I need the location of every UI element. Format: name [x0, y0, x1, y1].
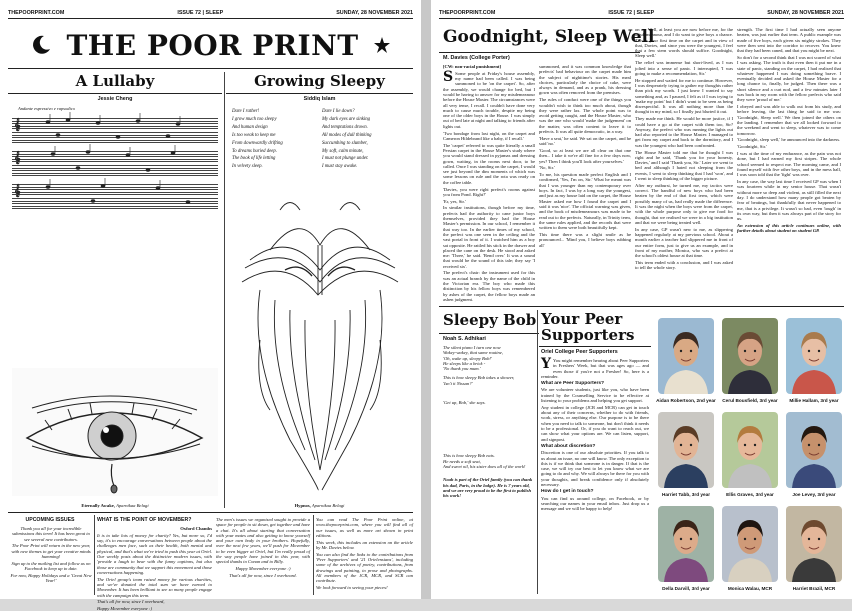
goodnight-byline: M. Davies (College Porter) — [443, 55, 510, 61]
peer-text — [541, 358, 649, 594]
peer-portrait-card — [784, 506, 844, 596]
goodnight-p: The rules of conduct were one of the things you wouldn't wish to think too much about, though they were rather lax. The whole point was to avoid getting caught, and the House Master, who was the one who would 'make the judgement' on the matter, was often content to leave it to prefects. It was all quite democratic, in a way. — [539, 97, 631, 135]
lullaby-title: A Lullaby — [75, 72, 155, 90]
peer-name: Joe Levey, 3rd year — [792, 492, 836, 497]
goodnight-p: The 'carpet' referred to was quite literally a small Persian carpet in the House Master's study where you would stand dressed in pyjamas and dressing gown, waiting, in the rooms next door, to be called. Once I was standing on the carpet, I would see just beyond the dim moments of which was some lessons on rule and the rota was ready on the coffee table. — [443, 142, 535, 185]
svg-text:𝄞: 𝄞 — [14, 151, 21, 164]
upcoming-text — [10, 526, 92, 594]
peer-portrait-card — [656, 412, 716, 502]
eye-caption-title: Eternally Awake, — [81, 503, 115, 508]
peer-name: Harriet Brazil, MCR — [792, 586, 836, 591]
poem-line: My soft, calm minute, — [322, 148, 364, 154]
eye-caption — [8, 503, 222, 508]
potm-p4: Happy Movember everyone :) — [97, 606, 152, 611]
upcoming-p1: Thank you all for your incredible submissions this term! It has been great to see several new contributors. — [12, 526, 90, 542]
poem-line: This is how sleepy Bob eats. — [443, 453, 495, 459]
dropcap: S — [443, 68, 454, 85]
sleepybob-rule — [439, 333, 539, 334]
goodnight-p: This term ended with a conclusion, and I was asked to tell the whole story. — [635, 259, 733, 271]
peer-p: Discretion is one of our absolute priorities. If you talk to us about an issue, no one will know. The only exception to this is if we think that someone is in danger. If that is the case, we will try our best to let you know what we are going to do and why. We will always be there for you with your thoughts, and break confidence only if absolutely necessary. — [541, 450, 649, 488]
peer-name: Della Darvill, 3rd year — [662, 586, 710, 591]
peer-portrait-card — [720, 318, 780, 408]
peer-p: You might remember hearing about Peer Supporters in Freshers' Week, but that was ages ago — and even those if you're not a Fresher! So, here is a reminder. — [541, 358, 649, 379]
peer-portrait-card — [720, 506, 780, 596]
poem-line: Dare I lie down? — [322, 109, 355, 114]
peer-p: We are volunteer students, just like you, who have been trained by the Counselling Service to be effective at listening to your problems and helping you get support. — [541, 387, 649, 404]
poem-line: Dare I rather! — [232, 109, 260, 114]
person-photo-icon — [720, 412, 780, 490]
left-page — [0, 0, 421, 611]
poem-line: In velvety sleep. — [232, 164, 263, 170]
peer-heading-contact: How do I get in touch? — [541, 489, 594, 495]
poem-line: I grow much too sleepy — [232, 116, 277, 122]
sleepybob-byline: Noah S. Adhikari — [443, 336, 486, 342]
upcoming-p3: Sign up to the mailing list and follow us on Facebook to keep up to date. — [11, 560, 91, 572]
goodnight-p: 'Davies, you were right prefect's rooms against you from Pond. Right?' — [443, 186, 535, 197]
sleepybob-note: Noah is part of the Oriel family (you can thank his dad, Paris, in the lodge). He is 7 years old, and we are very proud to be the first to publish his work! — [443, 477, 533, 499]
masthead-title: THE POOR PRINT — [66, 28, 359, 62]
issue-label: ISSUE 72 | SLEEP — [177, 9, 224, 16]
peer-p: You can find us around college, on Facebook, or by searching our names in your email inbox. Just drop us a message and we will be happy to help! — [541, 495, 649, 512]
hypnos-drawing — [230, 190, 410, 502]
poem-line: This is how sleepy Bob takes a shower, — [443, 375, 515, 381]
moon-icon — [30, 34, 52, 56]
person-photo-icon — [656, 412, 716, 490]
lullaby-byline: Jessie Cheng — [97, 96, 133, 102]
issue-label-right: ISSUE 72 | SLEEP — [608, 9, 655, 16]
peer-name: Aidan Robertson, 2nd year — [656, 398, 716, 403]
sleepybob-poem — [443, 345, 535, 593]
goodnight-p: 'Goodnight, sleep well,' he announced into the darkness. — [737, 137, 841, 143]
potm-byline: Oxford Chambs — [180, 526, 212, 531]
peer-name: Monica Walau, MCR — [727, 586, 773, 591]
goodnight-online-note: An extension of this article continues online, with further details about student on student GP. — [737, 222, 841, 234]
person-photo-icon — [656, 506, 716, 584]
goodnight-p: 'Er, yes, Sir.' — [443, 198, 466, 204]
header-strip-right — [439, 9, 844, 19]
growing-stanza-2 — [322, 108, 412, 171]
masthead-rule — [8, 68, 413, 69]
sleepybob-stanza-3 — [443, 400, 535, 405]
goodnight-p: 'Have a seat,' he said. We sat on the carpet, and he said 'no.' — [539, 135, 631, 147]
potm-text — [97, 526, 212, 611]
svg-text:𝄞: 𝄞 — [14, 184, 21, 197]
poem-line: 'Oh, wake up, sleepy Bob!' — [443, 355, 492, 361]
peer-title: Your Peer Supporters — [541, 310, 635, 344]
potm-p3: That's all for now, since I overheard, — [97, 599, 165, 605]
goodnight-p: To me, his question made perfect English and I confirmed, 'Yes, I'm on, Sir.' What he meant was that I was younger than my contemporary over boys. In fact, I was by a long way the youngest, and just as my house laid on the carpet, the House Master asked me how I found the carpet and I said it was 'nice'. The official warning was given, and the book of misdemeanours was made to be read out to the prefects. Naturally, in Trinity term, the same rules applied, and the records that were written to them were both beautifully kept. — [539, 172, 631, 231]
goodnight-p: summoned, and it was common knowledge that prefects' bad behaviour on the carpet made him the subject of nighttime's stories. His meal choices, particularly the choice of cake, were always in demand, and as a prank, his dressing gown was often removed from the premises. — [539, 64, 631, 96]
sheet-tempo: Andante espressivo e rapsodico — [18, 106, 75, 111]
issue-date: SUNDAY, 28 NOVEMBER 2021 — [336, 9, 413, 16]
goodnight-p: Some people at Friday's house assembly, my name had been called. I was being summoned to be 'on the carpet'. So, after the assembly, we would change for bed, but I would be having to answer for my misdemeanour before the House Master. The circumstances were all very tense, I recall. I couldn't have done very much to cause much trouble, despite my being one of the older boys in the House. I was simply out of bed late at night and talking to friends after lights out. — [443, 70, 535, 129]
peer-portrait-card — [784, 318, 844, 408]
poem-line: The book of life letting — [232, 156, 276, 162]
goodnight-p: This time there was a slight smile as he pronounced... 'Mind you, I believe boys rubbing all' — [539, 231, 631, 248]
poem-line: He needs a soft seat, — [443, 458, 481, 464]
potm-text-cont — [216, 517, 310, 594]
peer-portrait-card — [784, 412, 844, 502]
person-photo-icon — [656, 318, 716, 396]
divider-upcoming — [94, 515, 95, 595]
potm-p1: It is to take lots of money for charity? Yes, but more so, I'd say, it's to encourage conversations between people about the challenges men face, such as their health, both mental and physical, and that's what we're tried to push this year at Oriel. Our weekly posts about the distinctive modern issues, with 'provide a laugh to bear with the funny captions, but also those are community that we support this movement and those conversations happening. — [97, 532, 212, 575]
poem-line: To dreams buried deep. — [232, 148, 277, 154]
poem-line: 'No thank you mum.' — [443, 366, 481, 372]
tagline-p3: You can also find the links to the contributions from 'Peer Supporters' and '21 Orielensians', including some of the archives of poetry, contributions, from drawings and painting, to prose and photographs. All members of the JCR, MCR, and SCR can contribute. — [316, 551, 413, 584]
growing-byline: Siddiq Islam — [303, 96, 336, 102]
poem-line: I must stay awake. — [322, 164, 358, 170]
poem-line: 'Get up, Bob,' she says. — [443, 400, 486, 406]
peer-portrait-card — [656, 506, 716, 596]
sleepybob-stanza-2 — [443, 375, 535, 386]
poem-line: From downwardly drifting — [232, 140, 283, 146]
peer-name: Harriet Tabb, 3rd year — [661, 492, 711, 497]
poem-line: Is too weak to keep me — [232, 132, 276, 138]
tagline-p4: We look forward to seeing your pieces! — [316, 585, 388, 591]
poem-line: And sweet oil, his sister does all of the work! — [443, 463, 526, 469]
sleepybob-title: Sleepy Bob — [443, 311, 537, 329]
goodnight-p: They made me think. He would be more justice, if I could have a go at the carpet with them too, Sir? Anyway, the prefect who was running the lights out had also reported to the House Master. I managed to get from my carpet and back to the dormitory, and I was the youngest who had been confronted. — [635, 116, 733, 148]
growing-title: Growing Sleepy — [254, 72, 385, 90]
potm2-p1: The men's issues we organised sought to provide a space for people to sit down, get together and have a chat. It's all about starting that conversation with your mates and also getting to know yourself and your own body in your brothers. Hopefully, over the next few years, we'll push for Movember to be even bigger at Oriel, but I'm really proud of the way people have joined in this year, with special thanks to Conan and to Billy. — [216, 517, 310, 565]
goodnight-col-4 — [737, 27, 841, 302]
bottom-section-rule — [8, 512, 413, 513]
poem-line: And temptations drown. — [322, 124, 368, 130]
goodnight-title: Goodnight, Sleep Well — [443, 27, 655, 47]
hypnos-caption — [226, 503, 413, 508]
hypnos-caption-title: Hypnos, — [294, 503, 311, 508]
sleepybob-stanza-1 — [443, 345, 535, 371]
upcoming-p2: The Poor Print will return in the new year, with new themes to get your creative minds humming! — [11, 543, 91, 559]
peer-rule — [539, 346, 651, 347]
sleepybob-stanza-4 — [443, 453, 535, 469]
goodnight-p: 'Two bondage from last night, on the carpet and Cameron Hildebrand like a baby, if I recall.' — [443, 130, 535, 141]
goodnight-p: He stopped and waited for me to continue. However, I was desperately trying to gather my thoughts rather than pick my words. I just knew I wanted to say something and, as I paused, I felt as if I was trying to 'make my point' but I didn't want to be seen as being disrespectful. It was all nothing more than the thought in my mind, so I finally just blurted it out. — [635, 77, 733, 115]
goodnight-col-2 — [539, 64, 631, 302]
goodnight-p: So don't for a second think that I was not scared of what I was asking. The truth is that even then it put me in a state of panic, standing on the carpet, I had realised that whatever happened I was doing something brave. I eventually decided and asked the House Master for a long chance to, finally, be judged. Then there was a short silence and a curt nod, and a few minutes later I was back in my room with the fellow prefects who said they were 'proud of me.' — [737, 54, 841, 103]
tagline-p1: You can read The Poor Print online, at www.thepoorprint.com, where you will find all of our issues, as well as more art shown in print editions. — [316, 517, 413, 538]
peer-name: Cerul Bousfield, 3rd year — [722, 398, 778, 403]
goodnight-p: strength. The first time I had actually seen anyone beaten, was just earlier that term. A public example was made of five boys, each given six mighty strokes. They were then sent into the corridor to recover. You knew that they had been caned, and that you might be next. — [737, 27, 841, 54]
sheet-music — [8, 106, 222, 218]
peer-name: Ellis Graves, 3rd year — [726, 492, 774, 497]
header-strip-left — [8, 9, 413, 19]
peer-name: Millie Hallam, 3rd year — [789, 398, 839, 403]
person-photo-icon — [784, 506, 844, 584]
poem-line: All modes of dull thinking — [322, 132, 372, 138]
person-photo-icon — [784, 318, 844, 396]
goodnight-p: 'Goodnight, Sir.' — [737, 144, 767, 150]
right-page — [431, 0, 852, 599]
page-gutter — [421, 0, 431, 599]
goodnight-p: In similar institutions, though before my time, prefects had the authority to cane junior boys themselves, provided they had the House Master's permission. In our school, I remember it that way too. In the earlier times of my school, the prefect was one seen in the ceiling and the vast portal in front of it. I watched him as a boy sat opposite. He rattled his stick in the drawer and placed the cane on the desk. He stood and asked me: 'Three,' he said. 'Bend over.' It was a sound that would be the sound of this tale; they say 'I received six'. — [443, 205, 535, 269]
poem-line: 'Isn't it Nissan?' — [443, 380, 473, 386]
peer-p: Any student in college (JCR and MCR) can get in touch about any of their concerns, whether to do with friends, work, stress, or anything else. Our purpose is to be there when you need to talk to someone, but don't think it needs to be a professional. Or, if you do want to reach out, we can show what your options are. We can listen, support, and signpost. — [541, 404, 649, 442]
upcoming-title: UPCOMING ISSUES — [25, 517, 75, 523]
lullaby-rule — [8, 93, 222, 94]
poem-line: I must not plunge under. — [322, 156, 369, 162]
issue-date-right: SUNDAY, 28 NOVEMBER 2021 — [767, 9, 844, 16]
goodnight-p: I obeyed and was able to walk out from his study, and before leaving, the last thing he said to me was: 'Goodnight, Sleep well.' We then joined the others on the landing. I remember that we all looked forward to the weekend and went to sleep, whatever was to come tomorrow. — [737, 104, 841, 136]
person-photo-icon — [720, 318, 780, 396]
person-photo-icon — [784, 412, 844, 490]
music-notes-icon — [8, 118, 222, 218]
goodnight-rule — [439, 52, 640, 53]
peer-portrait-card — [720, 412, 780, 502]
goodnight-p: After my outburst, he turned me, my tactics were correct. The handful of new boys who had been beaten by the end of that first term, which were possibly many of us, had really made the difference. It was the night when the boys were from the carpet, with the whole purpose only to give me food for thought, that we realised we were in a big institution and that we were being treated well. — [635, 182, 733, 225]
goodnight-p: The relief was immense but short-lived, as I was jolted into a sense of panic. I interrupted, 'I was going to make a recommendation, Sir.' — [635, 60, 733, 76]
poem-line: He sleeps like a brick - — [443, 360, 486, 366]
person-photo-icon — [720, 506, 780, 584]
dropcap-y: Y — [541, 356, 551, 372]
goodnight-cw: [CW: non-racial punishment] — [443, 64, 501, 69]
poem-line: Succumbing to slumber, — [322, 140, 368, 146]
goodnight-p: In any case, the way last time I received GP was when I was fourteen while in my senior house. That wasn't without more so deep and violent, as still filled the next day. I do understand how many people got beaten by fear of beatings, but thankfully that never happened to me, that is a privilege. It wasn't so bad, even 'tough' in its own way, but then it was always part of the story for us. — [737, 179, 841, 222]
poem-line: My dark eyes are sinking — [322, 116, 371, 122]
growing-rule — [226, 93, 413, 94]
goodnight-col-1 — [443, 64, 535, 302]
potm-p2: The Oriel group's team raised money for various charities, and we've donated the total sum we have earned to Movember. It has been brilliant to see so many people engage with the campaign this term. — [97, 576, 212, 598]
column-divider — [224, 72, 225, 508]
site-url[interactable]: THEPOORPRINT.COM — [8, 9, 65, 16]
poem-line: And human design — [232, 124, 268, 130]
goodnight-p: on us. Well, at least you are now before me, for the misdemeanour, and I do want to give boys a chance. This is your first time on the carpet and in view of that, Davies, and since you were the youngest, I feel that a few stern words should suffice. Goodnight, Sleep well.' — [635, 27, 733, 59]
peer-heading-what: What are Peer Supporters? — [541, 381, 605, 387]
potm2-p2: Happy Movember everyone :) — [235, 566, 291, 572]
peer-byline: Oriel College Peer Supporters — [541, 349, 618, 355]
potm2-p3: That's all for now, since I overheard. — [229, 572, 297, 578]
upcoming-p4: For now, Happy Holidays and a 'Great New Year!' — [10, 572, 92, 584]
goodnight-p: The prefect's chair: the instrument used for this was an actual branch by the name of the child in the Victorian era. The boy who made this distinction by his fellow boys was remembered by ashes of the carpet, the fellow boys made an ashen judgment. — [443, 270, 535, 302]
masthead — [8, 24, 413, 66]
eye-drawing — [12, 368, 218, 496]
hypnos-caption-credit: Aparnikaa Belagi — [311, 503, 345, 508]
goodnight-p: The House Master told me that he thought I was right and he said, 'Thank you for your honesty, Davies,' and I said 'Thank you, Sir.' Later we went to bed and although I hated not sleeping from the events, I went to sleep thinking that I had 'won', and I went to sleep thinking of the bigger picture. — [635, 149, 733, 182]
tagline-text — [316, 517, 413, 594]
eye-caption-credit: Aparnikaa Belagi — [116, 503, 149, 508]
goodnight-col-3 — [635, 27, 733, 302]
divider-sleepybob — [537, 310, 538, 594]
star-icon — [373, 36, 391, 54]
divider-tagline — [313, 515, 314, 595]
peer-portrait-card — [656, 318, 716, 408]
goodnight-p: In any case, GP wasn't new to me, as slippering happened regularly at my previous school. About a month earlier a teacher had slippered me in front of our entire form, just to give us an example, and in front of my mother, Monica, who was a prefect at the school's oldest house at that time. — [635, 226, 733, 259]
poem-line: The silent piano I turn one now — [443, 345, 501, 350]
section-rule-right — [439, 306, 844, 307]
poem-line: Wakey-wakey, that same routine, — [443, 350, 504, 356]
potm-title: WHAT IS THE POINT OF MOVEMBER? — [97, 517, 192, 523]
tagline-p2: This week, this includes an extension on the article by Mr. Davies below. — [316, 539, 413, 550]
goodnight-p: 'No, Sir.' — [539, 165, 555, 171]
peer-heading-discretion: What about discretion? — [541, 443, 596, 449]
svg-text:𝄞: 𝄞 — [14, 118, 21, 131]
site-url-right[interactable]: THEPOORPRINT.COM — [439, 9, 496, 16]
goodnight-p: I was at the time of my endurance, as the pain was not done, but I had earned my first stripes. The whole school seemed to respect me. The morning came, and I found myself with five other boys, and in the mess hall, I was soon told that the 'fight' was over. — [737, 151, 841, 178]
growing-stanza-1 — [232, 108, 317, 171]
goodnight-p: 'Good, so at least we are all clear on that one then... I take it we're all fine for a few days now, yes? Then I think you'll look after yourselves.' — [539, 147, 631, 164]
